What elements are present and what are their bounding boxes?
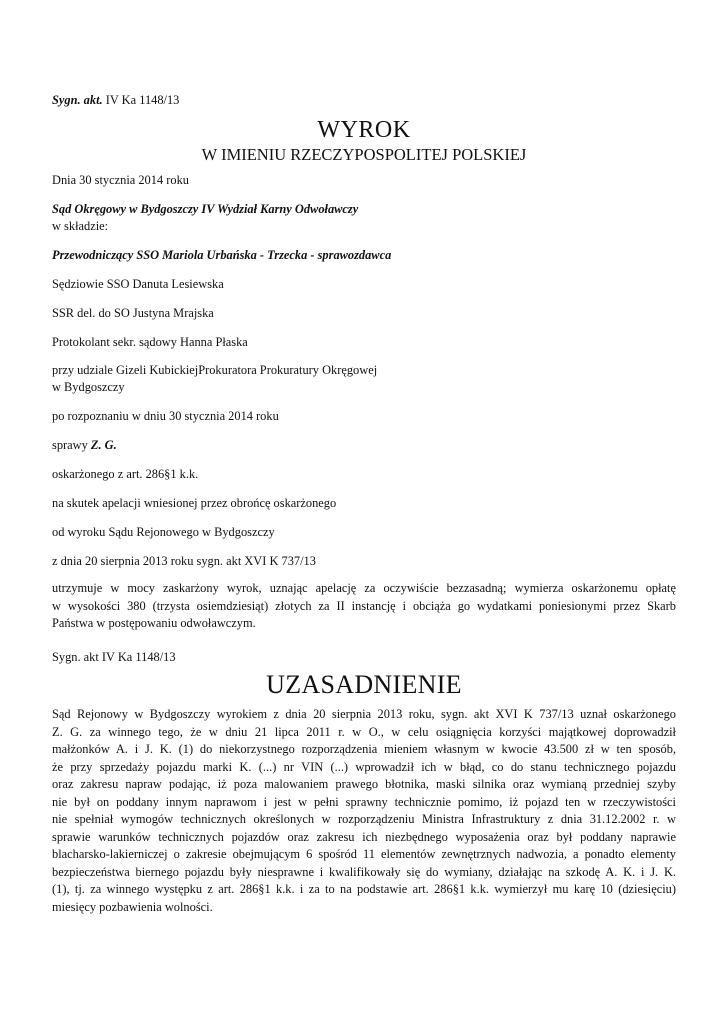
signature-label: Sygn. akt.	[52, 93, 103, 107]
appealed-judgment-date: z dnia 20 sierpnia 2013 roku sygn. akt XVI K 737/13	[52, 554, 316, 568]
case-party	[52, 437, 117, 453]
justification-line: (1), tj. za winnego występku z art. 286§1 k.k. i za to na podstawie art. 286§1 k.k. wymierzył mu karę 10 (dziesięciu)	[52, 882, 676, 896]
court-name: Sąd Okręgowy w Bydgoszczy IV Wydział Karny Odwoławczy	[52, 202, 359, 216]
prosecutor-line-2: w Bydgoszczy	[52, 380, 125, 394]
judges: Sędziowie SSO Danuta Lesiewska	[52, 277, 224, 291]
court-clerk: Protokolant sekr. sądowy Hanna Płaska	[52, 335, 248, 349]
defendant-name: Z. G.	[90, 438, 117, 452]
charge: oskarżonego z art. 286§1 k.k.	[52, 467, 199, 481]
judgment-date: Dnia 30 stycznia 2014 roku	[52, 173, 189, 187]
justification-line: sprawie warunków technicznych pojazdów oraz zakresu ich niezbędnego wyposażenia oraz był poddany naprawie	[52, 829, 676, 844]
case-signature	[52, 92, 179, 108]
justification-line: Z. G. za winnego tego, że w dniu 21 lipca 2011 r. w O., w celu osiągnięcia korzyści majątkowej doprowadził	[52, 724, 676, 739]
appeal-source: na skutek apelacji wniesionej przez obrońcę oskarżonego	[52, 496, 337, 510]
signature-value: IV Ka 1148/13	[105, 93, 180, 107]
ruling-line: w wysokości 380 (trzysta osiemdziesiąt) złotych za II instancję i obciąża go wydatkami poniesionymi przez Skarb	[52, 598, 676, 613]
judge-delegated: SSR del. do SO Justyna Mrajska	[52, 306, 214, 320]
ruling-line: Państwa w postępowaniu odwoławczym.	[52, 616, 256, 630]
document-title: WYROK	[317, 117, 411, 143]
prosecutor-line-1: przy udziale Gizeli KubickiejProkuratora Prokuratury Okręgowej	[52, 363, 378, 377]
case-prefix: sprawy	[52, 438, 88, 452]
justification-paragraph	[52, 706, 676, 916]
justification-line: nie spełniał wymogów technicznych określonych w rozporządzeniu Ministra Infrastruktury z dnia 31.12.2002 r. w	[52, 812, 676, 826]
ruling-paragraph	[52, 580, 676, 633]
justification-line: małżonków A. i J. K. (1) do niekorzystnego rozporządzenia mieniem własnym w kwocie 43.500 zł w ten sposób,	[52, 742, 676, 756]
document-subtitle: W IMIENIU RZECZYPOSPOLITEJ POLSKIEJ	[201, 145, 527, 164]
composition-label: w składzie:	[52, 219, 109, 233]
review-date: po rozpoznaniu w dniu 30 stycznia 2014 roku	[52, 409, 279, 423]
ruling-line: utrzymuje w mocy zaskarżony wyrok, uznając apelację za oczywiście bezzasadną; wymierza oskarżonemu opłatę	[52, 581, 676, 595]
justification-line: Sąd Rejonowy w Bydgoszczy wyrokiem z dnia 20 sierpnia 2013 roku, sygn. akt XVI K 737/13 uznał oskarżonego	[52, 707, 676, 721]
justification-title: UZASADNIENIE	[266, 670, 462, 699]
justification-line: oraz zakresu napraw podając, iż poza malowaniem prawego błotnika, maski silnika oraz wymianą przedniej szyby	[52, 777, 676, 791]
justification-line: nie był on poddany innym naprawom i jest w pełni sprawny technicznie pomimo, iż pojazd ten w rzeczywistości	[52, 794, 676, 809]
justification-line: blacharsko-lakierniczej o zakresie obejmującym 6 spośród 11 elementów zewnętrznych nadwozia, a ponadto elementy	[52, 847, 676, 861]
presiding-judge: Przewodniczący SSO Mariola Urbańska - Trzecka - sprawozdawca	[52, 248, 392, 262]
appealed-judgment: od wyroku Sądu Rejonowego w Bydgoszczy	[52, 525, 275, 539]
justification-line: bezpieczeństwa biernego pojazdu były niesprawne i kwalifikowały się do wymiany, działając na szkodę A. K. i J. K.	[52, 864, 676, 879]
case-signature-2: Sygn. akt IV Ka 1148/13	[52, 650, 176, 664]
justification-line: że przy sprzedaży pojazdu marki K. (...) nr VIN (...) wprowadził ich w błąd, co do stanu technicznego pojazdu	[52, 759, 676, 774]
justification-line: miesięcy pozbawienia wolności.	[52, 899, 213, 914]
